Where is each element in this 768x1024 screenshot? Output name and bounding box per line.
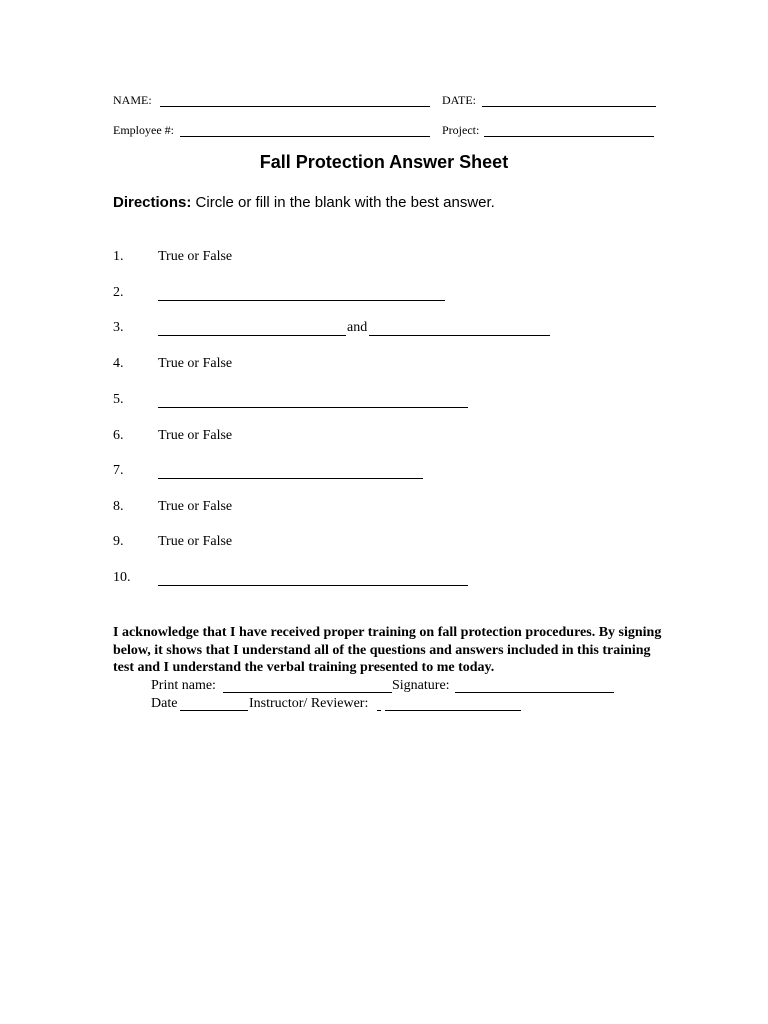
true-false-choice[interactable]: True or False [158,428,233,443]
question-number: 8. [113,499,124,514]
true-false-choice[interactable]: True or False [158,249,233,264]
true-false-choice[interactable]: True or False [158,499,233,514]
answer-blank-second[interactable] [369,335,550,336]
true-false-choice[interactable]: True or False [158,534,233,549]
question-number: 6. [113,428,124,443]
instructor-reviewer-label: Instructor/ Reviewer: [249,696,369,711]
question-number: 10. [113,570,131,585]
date-label: DATE: [442,93,476,107]
project-label: Project: [442,123,480,137]
question-number: 2. [113,285,124,300]
signature-label: Signature: [392,678,450,693]
true-false-choice[interactable]: True or False [158,356,233,371]
instructor-reviewer-mark [377,710,381,711]
name-label: NAME: [113,93,152,107]
acknowledgement-statement: I acknowledge that I have received proper training on fall protection procedures. By signing below, it shows that I understand all of the questions and answers included in this training test and I understand the verbal training presented to me today. [113,625,662,675]
question-number: 7. [113,463,124,478]
sign-date-field[interactable] [180,710,248,711]
directions-text: Circle or fill in the blank with the best answer. [195,194,495,211]
answer-blank[interactable] [158,478,423,479]
signature-field[interactable] [455,692,614,693]
employee-number-label: Employee #: [113,123,174,137]
date-field[interactable] [482,106,656,107]
instructor-reviewer-field[interactable] [385,710,521,711]
question-number: 1. [113,249,124,264]
question-number: 9. [113,534,124,549]
question-number: 3. [113,320,124,335]
directions-label: Directions: [113,194,192,211]
question-number: 5. [113,392,124,407]
directions [113,194,495,211]
project-field[interactable] [484,136,654,137]
answer-blank[interactable] [158,407,468,408]
answer-blank-first[interactable] [158,335,346,336]
name-field[interactable] [160,106,430,107]
answer-blank[interactable] [158,585,468,586]
and-connector: and [347,320,368,335]
question-number: 4. [113,356,124,371]
employee-number-field[interactable] [180,136,430,137]
print-name-field[interactable] [223,692,392,693]
print-name-label: Print name: [151,678,216,693]
sign-date-label: Date [151,696,178,711]
answer-blank[interactable] [158,300,445,301]
page-title: Fall Protection Answer Sheet [259,152,509,172]
